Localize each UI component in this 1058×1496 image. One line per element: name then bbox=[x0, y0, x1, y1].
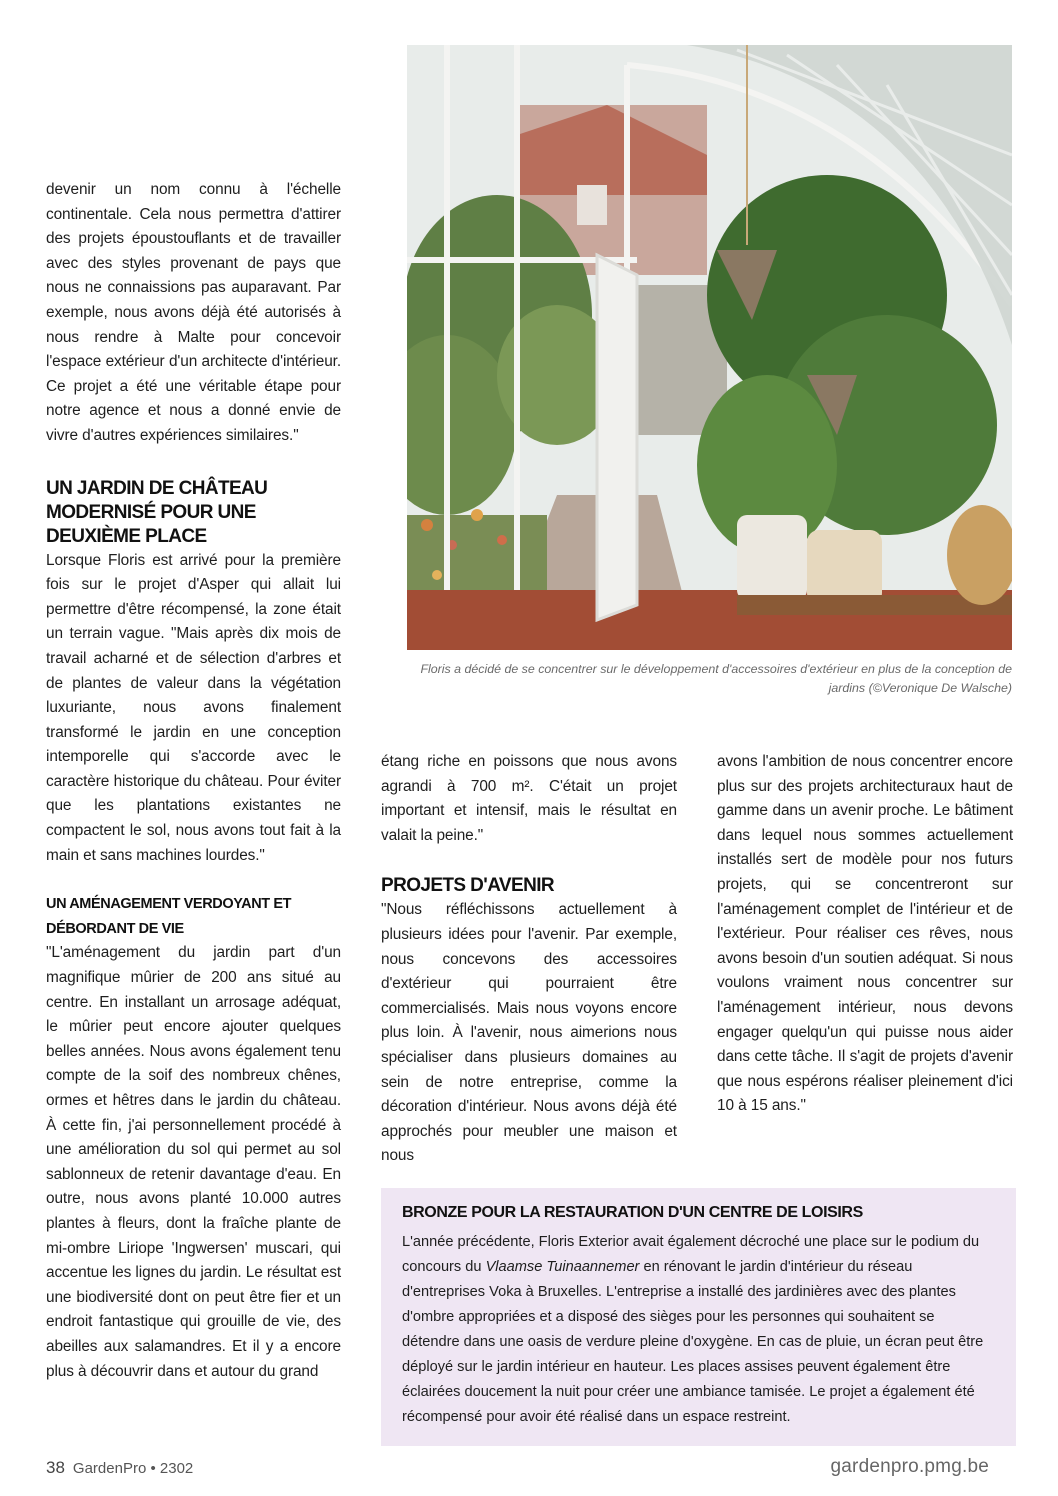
page-number: 38 bbox=[46, 1458, 65, 1477]
box-text-italic: Vlaamse Tuinaannemer bbox=[485, 1259, 640, 1275]
box-text-start: L'année précédente, Floris Exterior avait également décroché une place sur le podium du concours du bbox=[402, 1234, 980, 1275]
greenhouse-photo bbox=[407, 45, 1012, 650]
magazine-issue: GardenPro • 2302 bbox=[72, 1460, 194, 1477]
intro-paragraph: devenir un nom connu à l'échelle continentale. Cela nous permettra d'attirer des projets époustouflants et de travailler avec des styles provenant de pays que nous ne connaissions pas auparavant. Par exemple, nous avons déjà été autorisés à nous rendre à Malte pour concevoir l'espace extérieur d'un architecte d'intérieur. Ce projet a été une véritable étape pour notre agence et nous a donné envie de vivre d'autres expériences similaires." bbox=[46, 181, 341, 444]
box-text-end: en rénovant le jardin d'intérieur du réseau d'entreprises Voka à Bruxelles. L'entreprise a installé des jardinières avec des plantes d'ombre appropriées et a disposé des sièges pour les personnes qui souhaitent se détendre dans une oasis de verdure pleine d'oxygène. En cas de pluie, un écran peut être déployé sur le jardin intérieur en hauteur. Les places assises peuvent également être éclairées doucement la nuit pour créer une ambiance tamisée. Le projet a également été récompensé pour avoir été réalisé dans un espace restreint. bbox=[402, 1259, 984, 1425]
footer-left bbox=[46, 1458, 193, 1478]
ambition-paragraph: avons l'ambition de nous concentrer encore plus sur des projets architecturaux haut de gamme dans un avenir proche. Le bâtiment dans lequel nous sommes actuellement installés sert de modèle pour nos futurs projets, qui se concentreront sur l'aménagement complet de l'intérieur et de l'extérieur. Pour réaliser ces rêves, nous avons besoin d'un soutien adéquat. Si nous voulons vraiment nous concentrer sur l'aménagement intérieur, nous devons engager quelqu'un qui puisse nous aider dans cette tâche. Il s'agit de projets d'avenir que nous espérons réaliser pleinement d'ici 10 à 15 ans." bbox=[717, 753, 1013, 1115]
avenir-paragraph: "Nous réfléchissons actuellement à plusieurs idées pour l'avenir. Par exemple, nous concevons des accessoires d'extérieur qui pourraient être commercialisés. Mais nous voyons encore plus loin. À l'avenir, nous aimerions nous spécialiser dans plusieurs domaines au sein de notre entreprise, comme la décoration d'intérieur. Nous avons déjà été approchés pour meubler une maison et nous bbox=[381, 901, 677, 1165]
column-1 bbox=[46, 178, 341, 1384]
section-heading-avenir: PROJETS D'AVENIR bbox=[381, 875, 554, 897]
box-title: BRONZE POUR LA RESTAURATION D'UN CENTRE DE LOISIRS bbox=[402, 1204, 863, 1221]
box-body bbox=[402, 1230, 987, 1430]
section-heading-chateau: UN JARDIN DE CHÂTEAU MODERNISÉ POUR UNE DEUXIÈME PLACE bbox=[46, 477, 268, 547]
column-2 bbox=[381, 750, 677, 1169]
chateau-paragraph: Lorsque Floris est arrivé pour la première fois sur le projet d'Asper qui allait lui permettre d'être récompensé, la zone était un terrain vague. "Mais après dix mois de travail acharné et de sélection d'arbres et de plantes de valeur dans la végétation luxuriante, nous avons finalement transformé le jardin en une conception intemporelle qui s'accorde avec le caractère historique du château. Pour éviter que les plantations existantes ne compactent le sol, nous avons tout fait à la main et sans machines lourdes." bbox=[46, 551, 341, 864]
subheading-amenagement: UN AMÉNAGEMENT VERDOYANT ET DÉBORDANT DE VIE bbox=[46, 896, 292, 937]
etang-paragraph: étang riche en poissons que nous avons agrandi à 700 m². C'était un projet important et intensif, mais le résultat en valait la peine." bbox=[381, 753, 677, 844]
amenagement-paragraph: "L'aménagement du jardin part d'un magnifique mûrier de 200 ans situé au centre. En installant un arrosage adéquat, le mûrier peut encore ajouter quelques belles années. Nous avons également tenu compte de la soif des nombreux chênes, ormes et hêtres dans le jardin du château. À cette fin, j'ai personnellement procédé à une amélioration du sol qui permet au sol sablonneux de retenir davantage d'eau. En outre, nous avons planté 10.000 autres plantes à fleurs, dont la fraîche plante de mi-ombre Liriope 'Ingwersen' muscari, qui accentue les lignes du jardin. Le résultat est une biodiversité dont on peut être fier et un endroit fantastique qui grouille de vie, des abeilles aux salamandres. Et il y a encore plus à découvrir dans et autour du grand bbox=[46, 944, 341, 1380]
bronze-box bbox=[381, 1188, 1016, 1446]
photo-caption: Floris a décidé de se concentrer sur le développement d'accessoires d'extérieur en plus de la conception de jardins (©Veronique De Walsche) bbox=[420, 662, 1012, 695]
website-url: gardenpro.pmg.be bbox=[830, 1456, 989, 1477]
column-3 bbox=[717, 750, 1013, 1119]
greenhouse-illustration bbox=[407, 45, 1012, 650]
